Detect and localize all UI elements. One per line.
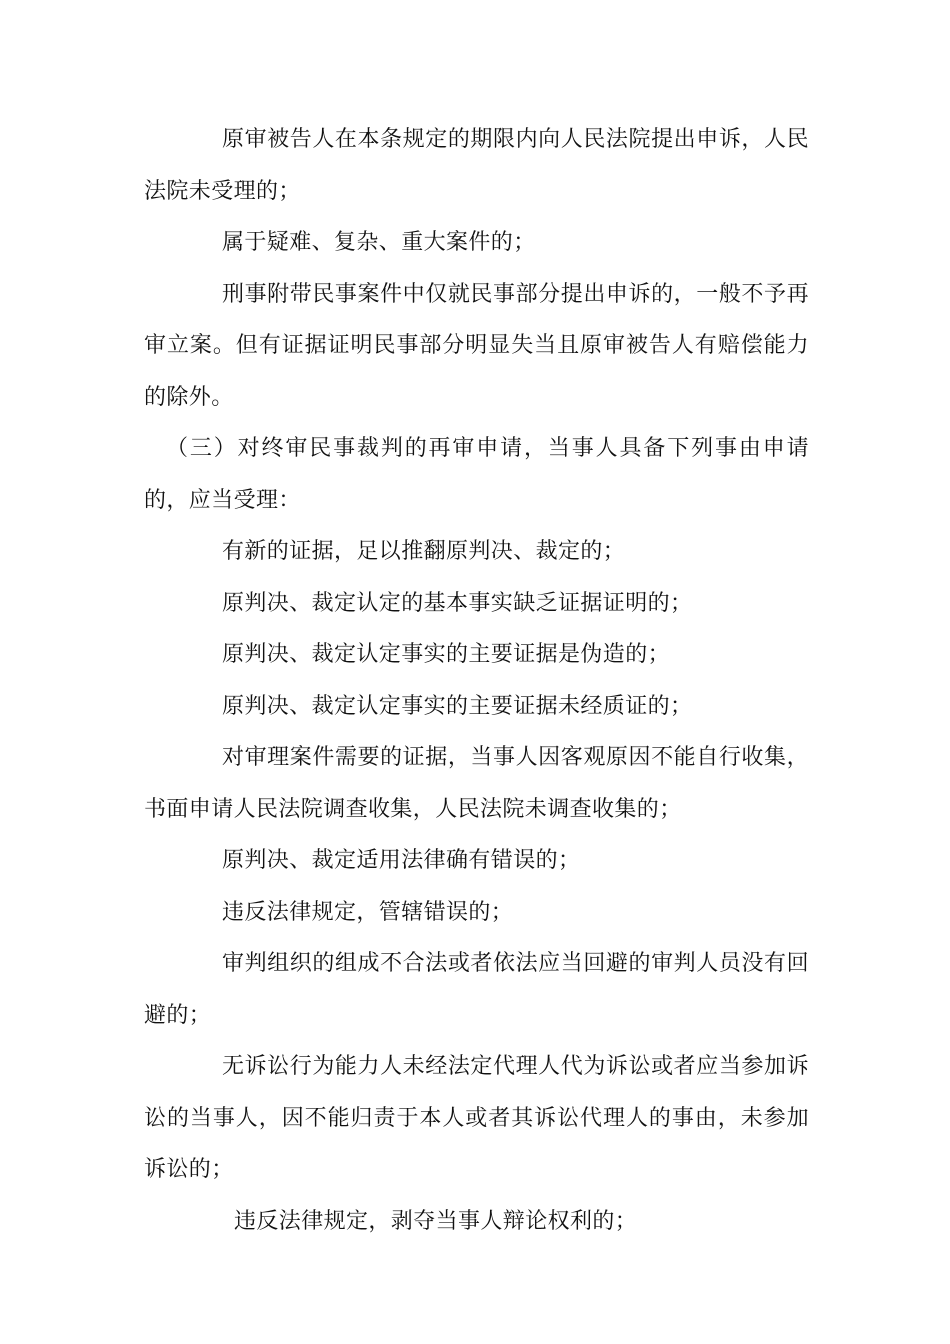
paragraph: 无诉讼行为能力人未经法定代理人代为诉讼或者应当参加诉讼的当事人，因不能归责于本人或者其诉讼代理人的事由，未参加诉讼的； bbox=[144, 1054, 809, 1182]
paragraph: 有新的证据，足以推翻原判决、裁定的； bbox=[222, 539, 626, 564]
paragraph: 违反法律规定，剥夺当事人辩论权利的； bbox=[234, 1208, 638, 1234]
paragraph: 原审被告人在本条规定的期限内向人民法院提出申诉，人民法院未受理的； bbox=[144, 127, 809, 204]
paragraph: 属于疑难、复杂、重大案件的； bbox=[222, 230, 536, 255]
paragraph: 原判决、裁定认定事实的主要证据未经质证的； bbox=[222, 693, 693, 719]
paragraph: 原判决、裁定适用法律确有错误的； bbox=[222, 848, 581, 873]
paragraph: 刑事附带民事案件中仅就民事部分提出申诉的，一般不予再审立案。但有证据证明民事部分明显失当且原审被告人有赔偿能力的除外。 bbox=[144, 281, 809, 410]
paragraph: 违反法律规定，管辖错误的； bbox=[222, 899, 514, 925]
paragraph: 对审理案件需要的证据，当事人因客观原因不能自行收集，书面申请人民法院调查收集，人民法院未调查收集的； bbox=[144, 745, 809, 822]
paragraph: 审判组织的组成不合法或者依法应当回避的审判人员没有回避的； bbox=[144, 951, 809, 1028]
paragraph: （三）对终审民事裁判的再审申请，当事人具备下列事由申请的，应当受理： bbox=[144, 436, 809, 513]
paragraph: 原判决、裁定认定的基本事实缺乏证据证明的； bbox=[222, 590, 693, 616]
document-body bbox=[144, 114, 809, 1247]
paragraph: 原判决、裁定认定事实的主要证据是伪造的； bbox=[222, 642, 671, 667]
